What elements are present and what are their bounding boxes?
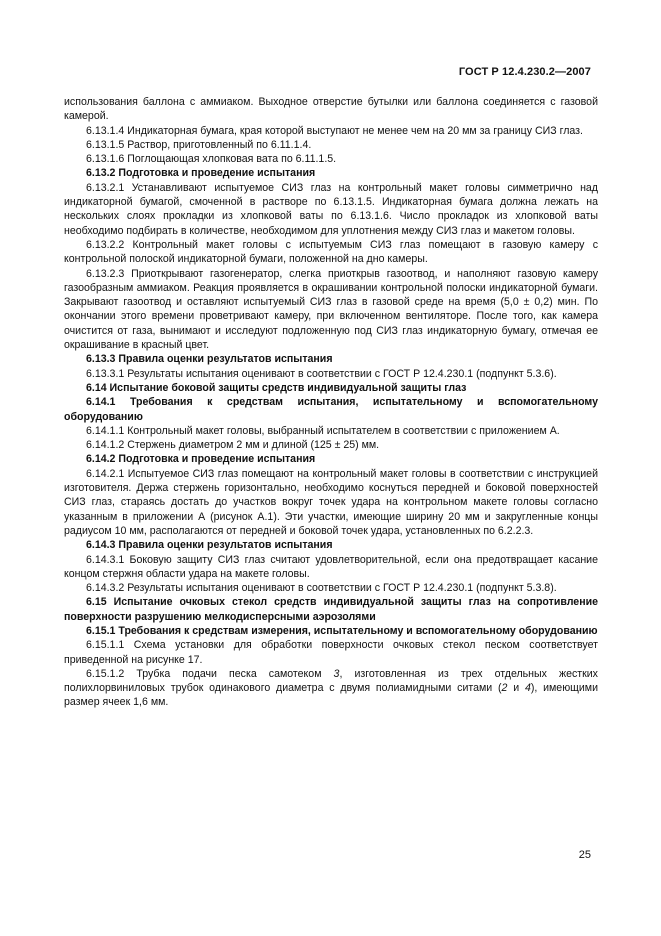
paragraph: 6.13.1.5 Раствор, приготовленный по 6.11.1.4.	[86, 138, 312, 151]
section-heading: 6.14.3 Правила оценки результатов испытания	[86, 539, 333, 552]
paragraph: 6.13.1.4 Индикаторная бумага, края которой выступают не менее чем на 20 мм за границу СИЗ глаз.	[86, 124, 583, 137]
figure-reference: 2	[501, 682, 508, 695]
section-heading: 6.14.2 Подготовка и проведение испытания	[86, 453, 316, 466]
section-heading: 6.13.2 Подготовка и проведение испытания	[86, 167, 316, 180]
paragraph: 6.13.2.3 Приоткрывают газогенератор, слегка приоткрыв газоотвод, и наполняют газовую камеру газообразным аммиаком. Реакция проявляется в окрашивании контрольной полоски индикаторной бумаги. Закрывают газоотвод и оставляют испытуемый СИЗ глаз в газовой среде на время (5,0 ± 0,2) мин. По окончании этого времени проветривают камеру, при включенном вентиляторе. После того, как камера очистится от газа, вынимают и исследуют подложенную под СИЗ глаз индикаторную бумагу, отмечая ее окрашивание в красный цвет.	[64, 267, 598, 352]
paragraph: 6.13.3.1 Результаты испытания оценивают в соответствии с ГОСТ Р 12.4.230.1 (подпункт 5.3.6).	[86, 367, 557, 380]
paragraph: 6.14.3.2 Результаты испытания оценивают в соответствии с ГОСТ Р 12.4.230.1 (подпункт 5.3.8).	[86, 582, 557, 595]
paragraph: 6.14.1.2 Стержень диаметром 2 мм и длиной (125 ± 25) мм.	[86, 439, 380, 452]
document-code-header: ГОСТ Р 12.4.230.2—2007	[458, 66, 591, 78]
section-heading: 6.15 Испытание очковых стекол средств индивидуальной защиты глаз на сопротивление поверхности разрушению мелкодисперсными аэрозолями	[64, 596, 598, 623]
page-number: 25	[578, 849, 591, 861]
paragraph-text: , изготовленная из трех отдельных жестких полихлорвиниловых трубок одинакового диаметра с двумя полиамидными ситами (	[64, 667, 598, 695]
paragraph: 6.14.1.1 Контрольный макет головы, выбранный испытателем в соответствии с приложением А.	[86, 424, 560, 437]
section-heading: 6.14 Испытание боковой защиты средств индивидуальной защиты глаз	[86, 381, 467, 394]
section-heading: 6.14.1 Требования к средствам испытания, испытательному и вспомогательному оборудованию	[64, 396, 598, 423]
paragraph: 6.15.1.1 Схема установки для обработки поверхности очковых стекол песком соответствует приведенной на рисунке 17.	[64, 639, 598, 666]
paragraph-text: 6.15.1.2 Трубка подачи песка самотеком	[86, 667, 334, 680]
paragraph	[64, 667, 598, 710]
figure-reference: 3	[333, 667, 340, 680]
paragraph: 6.13.2.2 Контрольный макет головы с испытуемым СИЗ глаз помещают в газовую камеру с контрольной полоской индикаторной бумаги, положенной на дно камеры.	[64, 238, 598, 266]
section-heading: 6.15.1 Требования к средствам измерения, испытательному и вспомогательному оборудованию	[86, 624, 598, 637]
paragraph: использования баллона с аммиаком. Выходное отверстие бутылки или баллона соединяется с газовой камерой.	[64, 96, 598, 123]
paragraph-text: и	[507, 682, 525, 695]
paragraph-text: ), имеющими размер ячеек 1,6 мм.	[64, 682, 598, 709]
figure-reference: 4	[524, 682, 531, 695]
paragraph: 6.13.2.1 Устанавливают испытуемое СИЗ глаз на контрольный макет головы симметрично над индикаторной бумагой, смоченной в растворе по 6.13.1.5. Индикаторная бумага должна лежать на нескольких слоях прокладки из хлопковой ваты по 6.13.1.6. Число прокладок из хлопковой ваты необходимо подбирать в количестве, необходимом для уплотнения между СИЗ глаз и макетом головы.	[64, 181, 598, 237]
document-body	[64, 95, 598, 710]
paragraph: 6.14.2.1 Испытуемое СИЗ глаз помещают на контрольный макет головы в соответствии с инструкцией изготовителя. Держа стержень горизонтально, необходимо коснуться передней и боковой поверхностей СИЗ глаз, стараясь достать до участков вокруг точек удара на контрольном макете головы согласно указанным в приложении А (рисунок А.1). Эти участки, имеющие ширину 20 мм и закругленные концы радиусом 10 мм, располагаются от передней и боковой точек удара, установленных по 6.2.2.3.	[64, 467, 598, 537]
paragraph: 6.13.1.6 Поглощающая хлопковая вата по 6.11.1.5.	[86, 153, 337, 166]
paragraph: 6.14.3.1 Боковую защиту СИЗ глаз считают удовлетворительной, если она предотвращает касание концом стержня области удара на макете головы.	[64, 553, 598, 580]
section-heading: 6.13.3 Правила оценки результатов испытания	[86, 353, 333, 366]
